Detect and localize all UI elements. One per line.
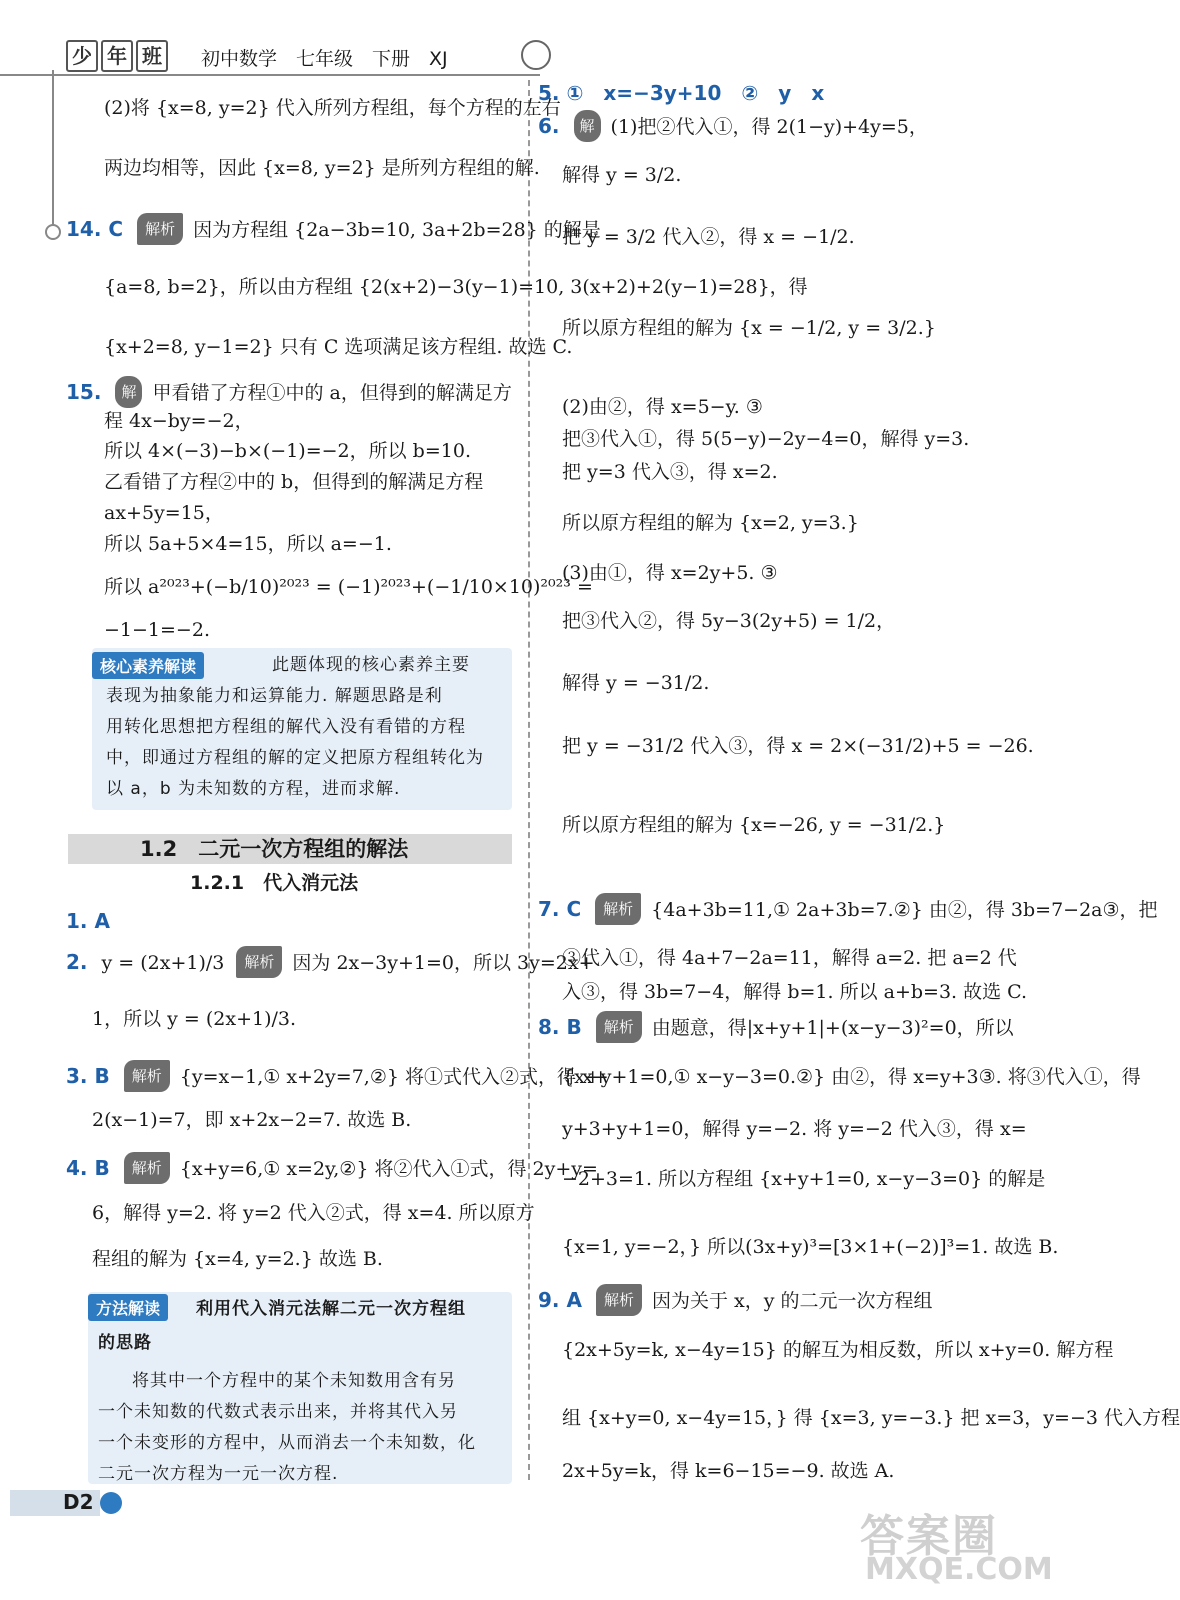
page-number: D2 — [63, 1490, 94, 1514]
question-8 — [538, 1011, 1014, 1043]
answer-line: 2x+5y=k，得 k=6−15=−9. 故选 A. — [562, 1460, 895, 1482]
question-number: 5. ① x=−3y+10 ② y x — [538, 81, 825, 105]
answer-line: 所以 a²⁰²³+(−b/10)²⁰²³ = (−1)²⁰²³+(−1/10×10)²⁰²³ = — [104, 576, 593, 598]
brand-char: 班 — [136, 40, 168, 72]
core-text-line: 以 a，b 为未知数的方程，进而求解. — [106, 779, 401, 799]
answer-text: 甲看错了方程①中的 a，但得到的解满足方 — [152, 382, 512, 404]
answer-line: 乙看错了方程②中的 b，但得到的解满足方程 — [104, 471, 484, 493]
answer-line: (2)由②，得 x=5−y. ③ — [562, 396, 763, 418]
answer-text: {y=x−1,① x+2y=7,②} 将①式代入②式，得 x+ — [179, 1066, 609, 1088]
question-number: 7. C — [538, 897, 582, 921]
answer-text: (1)把②代入①，得 2(1−y)+4y=5， — [610, 116, 928, 138]
answer-line: 把 y = 3/2 代入②，得 x = −1/2. — [562, 226, 855, 248]
answer-line: (2)将 {x=8, y=2} 代入所列方程组，每个方程的左右 — [104, 97, 561, 119]
answer-line: 入③，得 3b=7−4，解得 b=1. 所以 a+b=3. 故选 C. — [562, 981, 1028, 1003]
question-5 — [538, 78, 824, 109]
answer-line: ax+5y=15， — [104, 502, 224, 524]
question-number: 4. B — [66, 1156, 110, 1180]
question-7 — [538, 893, 1158, 925]
answer-line: 把 y = −31/2 代入③，得 x = 2×(−31/2)+5 = −26. — [562, 735, 1034, 757]
question-14 — [66, 213, 601, 245]
question-number: 8. B — [538, 1015, 582, 1039]
analysis-tag: 解析 — [236, 946, 282, 978]
question-number: 14. C — [66, 217, 124, 241]
method-text-line: 二元一次方程为一元一次方程. — [98, 1464, 339, 1484]
analysis-tag: 解析 — [124, 1060, 170, 1092]
answer-line: 把 y=3 代入③，得 x=2. — [562, 461, 778, 483]
answer-text: 由题意，得|x+y+1|+(x−y−3)²=0，所以 — [651, 1017, 1014, 1039]
analysis-tag: 解析 — [596, 1011, 642, 1043]
method-text-line: 一个未变形的方程中，从而消去一个未知数，化 — [98, 1433, 476, 1453]
answer-line: 2(x−1)=7，即 x+2x−2=7. 故选 B. — [92, 1109, 412, 1131]
page-header — [66, 34, 536, 74]
core-literacy-box — [92, 648, 512, 810]
question-1 — [66, 906, 124, 937]
answer-line: {x+2=8, y−1=2} 只有 C 选项满足该方程组. 故选 C. — [104, 336, 573, 358]
core-literacy-title: 核心素养解读 — [92, 652, 204, 679]
solution-tag: 解 — [115, 376, 142, 408]
analysis-tag: 解析 — [124, 1152, 170, 1184]
brand-logo — [66, 40, 168, 72]
subject-label: 初中数学 七年级 下册 XJ — [201, 48, 448, 70]
question-2 — [66, 946, 595, 978]
answer-line: {a=8, b=2}，所以由方程组 {2(x+2)−3(y−1)=10, 3(x+2)+2(y−1)=28}，得 — [104, 276, 808, 298]
spine-knob-icon — [45, 224, 61, 240]
analysis-tag: 解析 — [596, 1284, 642, 1316]
answer-line: {x=1, y=−2，} 所以(3x+y)³=[3×1+(−2)]³=1. 故选 B. — [562, 1236, 1059, 1258]
watermark: 答案圈 — [860, 1511, 998, 1562]
question-number: 6. — [538, 114, 560, 138]
answer-text: {4a+3b=11,① 2a+3b=7.②} 由②，得 3b=7−2a③，把 — [651, 899, 1158, 921]
method-title: 方法解读 — [88, 1294, 168, 1321]
answer-line: 组 {x+y=0, x−4y=15，} 得 {x=3, y=−3.} 把 x=3，y=−3 代入方程 — [562, 1407, 1180, 1429]
core-text-line: 用转化思想把方程组的解代入没有看错的方程 — [106, 717, 466, 737]
answer-line: 程 4x−by=−2， — [104, 410, 254, 432]
question-4 — [66, 1152, 598, 1184]
answer-line: 把③代入①，得 5(5−y)−2y−4=0，解得 y=3. — [562, 428, 970, 450]
answer-value: y = (2x+1)/3 — [101, 952, 225, 974]
answer-line: 所以原方程组的解为 {x=2, y=3.} — [562, 512, 859, 534]
solution-tag: 解 — [574, 110, 601, 142]
method-text-line: 一个未知数的代数式表示出来，并将其代入另 — [98, 1402, 458, 1422]
answer-line: 所以原方程组的解为 {x = −1/2, y = 3/2.} — [562, 317, 936, 339]
question-15 — [66, 376, 512, 408]
answer-line: 6，解得 y=2. 将 y=2 代入②式，得 x=4. 所以原方 — [92, 1202, 535, 1224]
reader-icon — [521, 40, 551, 70]
core-text-line: 此题体现的核心素养主要 — [272, 655, 470, 675]
spine-line — [52, 70, 54, 230]
answer-line: 所以 4×(−3)−b×(−1)=−2，所以 b=10. — [104, 440, 471, 462]
answer-line: −2+3=1. 所以方程组 {x+y+1=0, x−y−3=0} 的解是 — [562, 1168, 1046, 1190]
answer-line: 所以原方程组的解为 {x=−26, y = −31/2.} — [562, 814, 946, 836]
method-text-line: 将其中一个方程中的某个未知数用含有另 — [132, 1371, 456, 1391]
question-number: 15. — [66, 380, 102, 404]
question-number: 9. A — [538, 1288, 582, 1312]
answer-text: {x+y=6,① x=2y,②} 将②代入①式，得 2y+y= — [179, 1158, 598, 1180]
subsection-title: 1.2.1 代入消元法 — [190, 872, 359, 894]
answer-line: 解得 y = −31/2. — [562, 672, 710, 694]
answer-line: ③代入①，得 4a+7−2a=11，解得 a=2. 把 a=2 代 — [562, 947, 1017, 969]
method-heading: 利用代入消元法解二元一次方程组 — [196, 1299, 466, 1319]
analysis-tag: 解析 — [137, 213, 183, 245]
answer-text: 因为关于 x，y 的二元一次方程组 — [651, 1290, 933, 1312]
brand-char: 年 — [101, 40, 133, 72]
answer-line: 解得 y = 3/2. — [562, 164, 682, 186]
answer-line: 把③代入②，得 5y−3(2y+5) = 1/2， — [562, 610, 896, 632]
analysis-tag: 解析 — [595, 893, 641, 925]
core-text-line: 中，即通过方程组的解的定义把原方程组转化为 — [106, 748, 484, 768]
question-number: 2. — [66, 950, 88, 974]
watermark-url: MXQE.COM — [865, 1552, 1053, 1587]
answer-text: 因为方程组 {2a−3b=10, 3a+2b=28} 的解是 — [193, 219, 601, 241]
answer-text: 因为 2x−3y+1=0，所以 3y=2x+ — [292, 952, 595, 974]
question-number: 1. A — [66, 909, 110, 933]
question-number: 3. B — [66, 1064, 110, 1088]
page-dot-icon — [100, 1492, 122, 1514]
section-title: 1.2 二元一次方程组的解法 — [140, 837, 409, 861]
answer-line: y+3+y+1=0，解得 y=−2. 将 y=−2 代入③，得 x= — [562, 1118, 1027, 1140]
question-3 — [66, 1060, 609, 1092]
core-text-line: 表现为抽象能力和运算能力. 解题思路是利 — [106, 686, 443, 706]
method-heading: 的思路 — [98, 1333, 152, 1353]
brand-char: 少 — [66, 40, 98, 72]
question-6 — [538, 110, 928, 142]
question-9 — [538, 1284, 933, 1316]
answer-line: {2x+5y=k, x−4y=15} 的解互为相反数，所以 x+y=0. 解方程 — [562, 1339, 1114, 1361]
method-box — [88, 1292, 512, 1484]
answer-line: −1−1=−2. — [104, 619, 210, 641]
answer-line: 1，所以 y = (2x+1)/3. — [92, 1008, 297, 1030]
answer-line: {x+y+1=0,① x−y−3=0.②} 由②，得 x=y+3③. 将③代入①，得 — [562, 1066, 1141, 1088]
answer-line: 所以 5a+5×4=15，所以 a=−1. — [104, 533, 392, 555]
header-rule — [0, 74, 540, 76]
answer-line: (3)由①，得 x=2y+5. ③ — [562, 562, 778, 584]
answer-line: 程组的解为 {x=4, y=2.} 故选 B. — [92, 1248, 383, 1270]
answer-line: 两边均相等，因此 {x=8, y=2} 是所列方程组的解. — [104, 157, 540, 179]
